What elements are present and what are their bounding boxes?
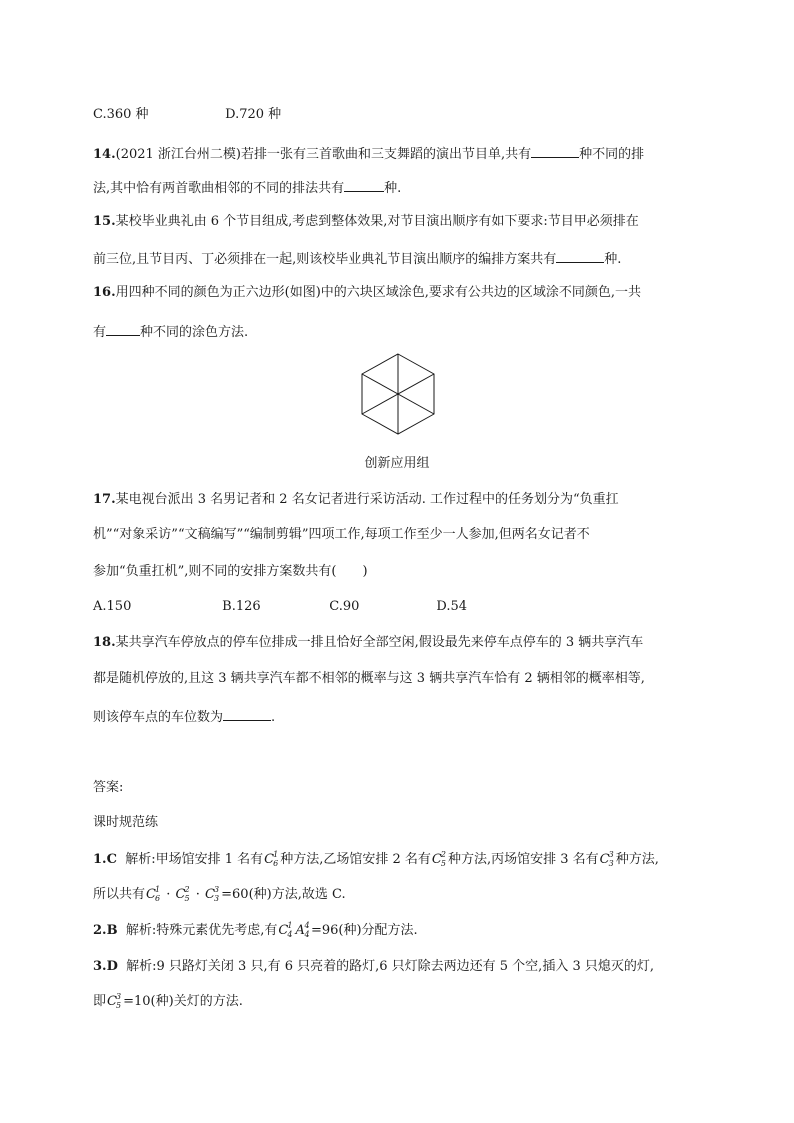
q18-blank (223, 706, 271, 721)
a1-line-2 (93, 886, 346, 904)
q14-text-b: 种不同的排 (579, 147, 645, 162)
a1-comb-c61: C 1 6 (264, 850, 279, 868)
a1-product-c33: C 3 3 (205, 885, 220, 903)
q15-text-a: 某校毕业典礼由 6 个节目组成,考虑到整体效果,对节目演出顺序有如下要求:节目甲必须排在 (115, 214, 639, 229)
a1-dot-1: · (166, 887, 171, 902)
hexagon-figure (360, 352, 436, 436)
a3-text-b: 即 (93, 994, 107, 1009)
q15-line-1 (93, 213, 639, 231)
q17-option-c: C.90 (329, 599, 360, 614)
q17-line-2 (93, 526, 590, 544)
q17-text-b: 机”“对象采访”“文稿编写”“编制剪辑”四项工作,每项工作至少一人参加,但两名女记者不 (93, 527, 590, 542)
q17-line-1 (93, 491, 619, 509)
a1-text-a: 解析:甲场馆安排 1 名有 (125, 852, 264, 867)
a1-text-c: 种方法,丙场馆安排 3 名有 (447, 852, 599, 867)
q18-number: 18. (93, 635, 116, 650)
q18-line-1 (93, 634, 643, 652)
q17-line-3 (93, 563, 368, 581)
a2-label: 2.B (93, 923, 118, 938)
q18-line-3 (93, 706, 275, 727)
q15-number: 15. (93, 214, 116, 229)
a3-text-c: =10(种)关灯的方法. (123, 994, 243, 1009)
a2-perm-a44: A 4 4 (295, 921, 310, 939)
q15-text-c: 种. (604, 252, 622, 267)
section-title: 创新应用组 (364, 456, 430, 471)
a2-line (93, 922, 418, 940)
q16-text-b: 有 (93, 325, 107, 340)
q17-number: 17. (93, 492, 116, 507)
q18-text-b: 都是随机停放的,且这 3 辆共享汽车都不相邻的概率与这 3 辆共享汽车恰有 2 辆相邻的概率相等, (93, 671, 645, 686)
q17-text-a: 某电视台派出 3 名男记者和 2 名女记者进行采访活动. 工作过程中的任务划分为“负重扛 (115, 492, 619, 507)
a2-comb-c41: C 1 4 (278, 921, 293, 939)
a1-text-d: 种方法, (615, 852, 659, 867)
q18-text-d: . (271, 710, 276, 725)
a1-product-c61: C 1 6 (146, 885, 161, 903)
q16-line-1 (93, 284, 641, 302)
a1-line-1 (93, 851, 659, 869)
q18-line-2 (93, 670, 645, 688)
q14-text-a: (2021 浙江台州二模)若排一张有三首歌曲和三支舞蹈的演出节目单,共有 (115, 147, 532, 162)
a1-text-b: 种方法,乙场馆安排 2 名有 (280, 852, 431, 867)
a1-text-e: 所以共有 (93, 887, 146, 902)
q18-text-a: 某共享汽车停放点的停车位排成一排且恰好全部空闲,假设最先来停车点停车的 3 辆共享汽车 (115, 635, 644, 650)
a1-product-c52: C 2 5 (175, 885, 190, 903)
q13-option-c: C.360 种 (93, 107, 149, 122)
q15-line-2 (93, 248, 621, 269)
a3-label: 3.D (93, 959, 118, 974)
q13-options (93, 106, 281, 124)
q16-blank (106, 321, 140, 336)
q15-blank (556, 248, 604, 263)
q16-line-2 (93, 321, 248, 342)
q18-text-c: 则该停车点的车位数为 (93, 710, 224, 725)
q15-text-b: 前三位,且节目丙、丁必须排在一起,则该校毕业典礼节目演出顺序的编排方案共有 (93, 252, 557, 267)
q14-blank-2 (344, 177, 384, 192)
q14-line-1 (93, 143, 644, 164)
a1-comb-c52: C 2 5 (431, 850, 446, 868)
a3-line-1 (93, 958, 654, 976)
q17-options (93, 598, 467, 616)
q16-number: 16. (93, 285, 116, 300)
a1-text-f: =60(种)方法,故选 C. (221, 887, 346, 902)
a1-label: 1.C (93, 852, 117, 867)
a1-dot-2: · (195, 887, 200, 902)
q16-text-a: 用四种不同的颜色为正六边形(如图)中的六块区域涂色,要求有公共边的区域涂不同颜色,一共 (115, 285, 642, 300)
a3-line-2 (93, 993, 243, 1011)
q14-line-2 (93, 177, 401, 198)
q16-text-c: 种不同的涂色方法. (140, 325, 249, 340)
a3-text-a: 解析:9 只路灯关闭 3 只,有 6 只亮着的路灯,6 只灯除去两边还有 5 个空,插入 3 只熄灭的灯, (126, 959, 654, 974)
q14-text-c: 法,其中恰有两首歌曲相邻的不同的排法共有 (93, 181, 345, 196)
a2-text-b: =96(种)分配方法. (310, 923, 418, 938)
q14-blank-1 (531, 143, 579, 158)
answers-title: 答案: (93, 780, 124, 795)
answers-subtitle: 课时规范练 (93, 815, 159, 830)
a3-comb-c53: C 3 5 (107, 992, 122, 1010)
q13-option-d: D.720 种 (225, 107, 282, 122)
q17-option-a: A.150 (93, 599, 132, 614)
q14-text-d: 种. (384, 181, 402, 196)
a2-text-a: 解析:特殊元素优先考虑,有 (125, 923, 278, 938)
q17-option-b: B.126 (222, 599, 261, 614)
q14-number: 14. (93, 147, 116, 162)
q17-text-c: 参加“负重扛机”,则不同的安排方案数共有( ) (93, 564, 368, 579)
a1-comb-c33: C 3 3 (599, 850, 614, 868)
q17-option-d: D.54 (436, 599, 468, 614)
